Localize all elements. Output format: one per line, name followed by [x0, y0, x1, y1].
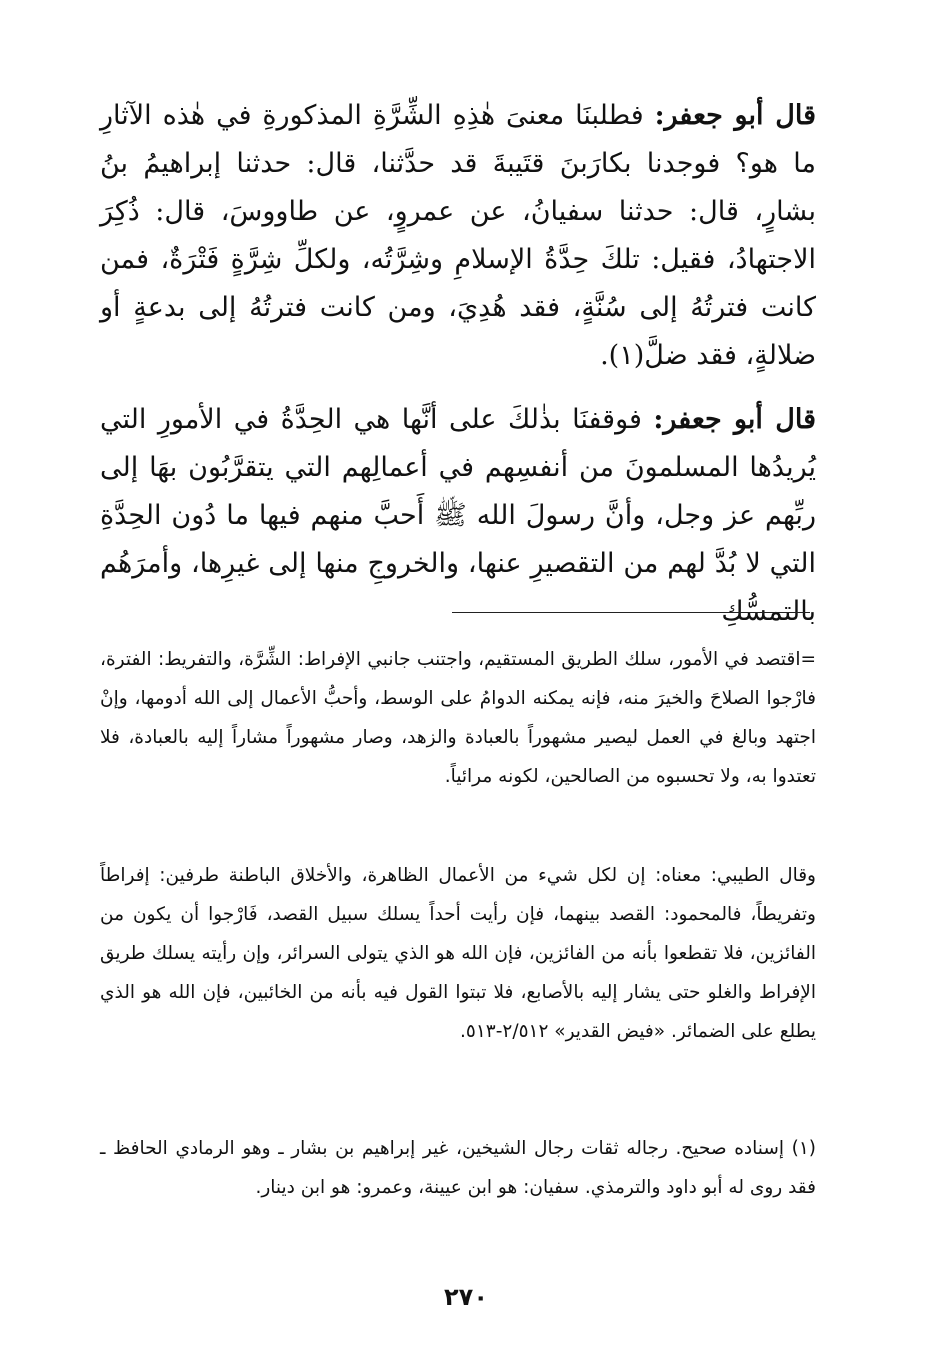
footnote-tibi-text: وقال الطيبي: معناه: إن لكل شيء من الأعمال الظاهرة، والأخلاق الباطنة طرفين: إفراطاً وتفريطاً، فالمحمود: القصد بينهما، فإن رأيت أحداً يسلك سبيل القصد، فَارْجوا أن يكون من الفائزين، فلا تقطعوا بأنه من الفائزين، فإن الله هو الذي يتولى السرائر، وإن رأيته يسلك طريق الإفراط والغلو حتى يشار إليه بالأصابع، فلا تبتوا القول فيه بأنه من الخائبين، فإن الله هو الذي يطلع على الضمائر. «فيض القدير» ٢/٥١٢-٥١٣.	[100, 865, 816, 1042]
footnote-1-text: (١) إسناده صحيح. رجاله ثقات رجال الشيخين، غير إبراهيم بن بشار ـ وهو الرمادي الحافظ ـ فقد روى له أبو داود والترمذي. سفيان: هو ابن عيينة، وعمرو: هو ابن دينار.	[100, 1138, 816, 1198]
paragraph-1-text: فطلبنَا معنىَ هٰذِهِ الشِّرَّةِ المذكورةِ في هٰذه الآثارِ ما هو؟ فوجدنا بكارَبنَ قتَيبةَ قد حدَّثنا، قال: حدثنا إبراهيمُ بنُ بشارٍ، قال: حدثنا سفيانُ، عن عمروٍ، عن طاووسَ، قال: ذُكِرَ الاجتهادُ، فقيل: تلكَ حِدَّةُ الإسلامِ وشِرَّتُه، ولكلِّ شِرَّةٍ فَتْرَةٌ، فمن كانت فترتُهُ إلى سُنَّةٍ، فقد هُدِيَ، ومن كانت فترتُهُ إلى بدعةٍ أو ضلالةٍ، فقد ضلَّ(١).	[100, 100, 816, 371]
page-number: ٢٧٠	[444, 1283, 488, 1311]
paragraph-2-text: فوقفنَا بذٰلكَ على أنَّها هي الحِدَّةُ في الأمورِ التي يُريدُها المسلمونَ من أنفسِهم في أعمالِهم التي يتقرَّبُون بهَا إلى ربِّهم عز وجل، وأنَّ رسولَ الله ﷺ أَحبَّ منهم فيها ما دُون الحِدَّةِ التي لا بُدَّ لهم من التقصيرِ عنها، والخروجِ منها إلى غيرِها، وأمرَهُم بالتمسُّكِ	[100, 404, 816, 627]
main-paragraph-1	[100, 92, 816, 380]
footnote-separator	[452, 612, 810, 613]
footnote-continued-text: =اقتصد في الأمور، سلك الطريق المستقيم، واجتنب جانبي الإفراط: الشِّرَّة، والتفريط: الفترة، فارْجوا الصلاحَ والخيرَ منه، فإنه يمكنه الدوامُ على الوسط، وأحبُّ الأعمال إلى الله أدومها، وإنْ اجتهد وبالغ في العمل ليصير مشهوراً بالعبادة والزهد، وصار مشهوراً مشاراً إليه بالعبادة، فلا تعتدوا به، ولا تحسبوه من الصالحين، لكونه مرائياً.	[100, 649, 816, 787]
footnote-tibi	[100, 856, 816, 1051]
speaker-label-1: قال أبو جعفر:	[654, 100, 816, 131]
speaker-label-2: قال أبو جعفر:	[653, 404, 816, 435]
footnote-1	[100, 1129, 816, 1207]
footnote-continued	[100, 640, 816, 796]
main-paragraph-2	[100, 396, 816, 636]
